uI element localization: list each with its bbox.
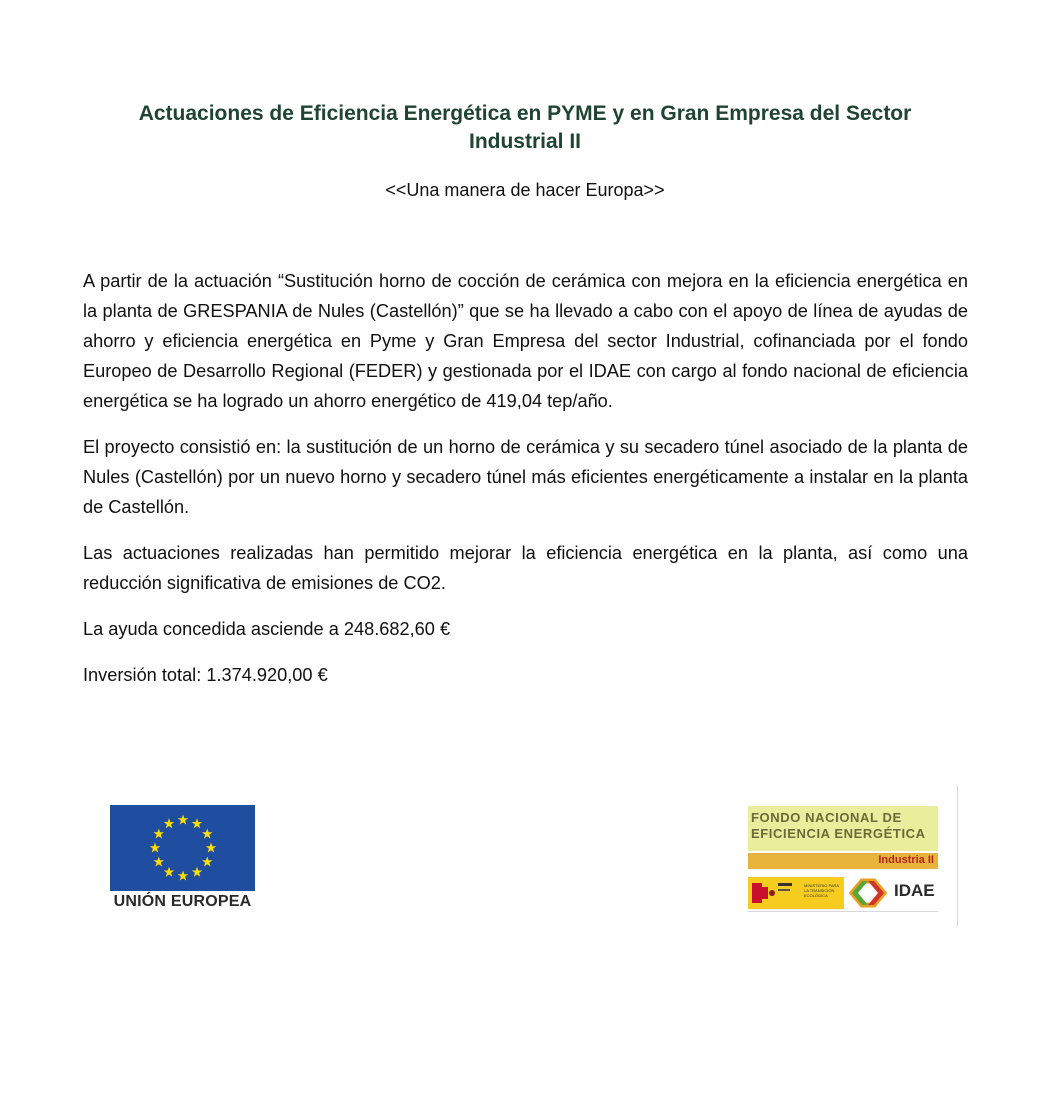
fne-logo [748, 806, 938, 912]
fne-title-line-2: EFICIENCIA ENERGÉTICA [751, 826, 926, 841]
divider-line [957, 786, 958, 926]
fne-title [748, 806, 938, 851]
spain-government-logo [748, 877, 844, 909]
paragraph-inversion: Inversión total: 1.374.920,00 € [83, 665, 328, 685]
fne-bottom-row [748, 877, 938, 912]
eu-logo [110, 805, 256, 911]
document-subtitle: <<Una manera de hacer Europa>> [385, 180, 665, 200]
paragraph-proyecto: El proyecto consistió en: la sustitución de un horno de cerámica y su secadero túnel asociado de la planta de Nules (Castellón) por un nuevo horno y secadero túnel más eficientes energéticamente a instalar en la planta de Castellón. [83, 437, 968, 517]
document-title [90, 100, 960, 156]
paragraph-resultados: Las actuaciones realizadas han permitido mejorar la eficiencia energética en la planta, así como una reducción significativa de emisiones de CO2. [83, 543, 968, 593]
idae-logo-icon [848, 877, 888, 909]
gov-text: MINISTERIO PARA LA TRANSICIÓN ECOLÓGICA [804, 883, 839, 898]
idae-label: IDAE [894, 881, 935, 900]
fne-band-label: Industria II [878, 854, 934, 866]
document-body [83, 266, 968, 706]
eu-flag-icon [110, 805, 255, 891]
paragraph-actuacion: A partir de la actuación “Sustitución horno de cocción de cerámica con mejora en la eficiencia energética en la planta de GRESPANIA de Nules (Castellón)” que se ha llevado a cabo con el apoyo de línea de ayudas de ahorro y eficiencia energética en Pyme y Gran Empresa del sector Industrial, cofinanciada por el fondo Europeo de Desarrollo Regional (FEDER) y gestionada por el IDAE con cargo al fondo nacional de eficiencia energética se ha logrado un ahorro energético de 419,04 tep/año. [83, 271, 968, 411]
eu-label: UNIÓN EUROPEA [113, 893, 252, 910]
title-line-2: Industrial II [468, 130, 581, 153]
fne-band [748, 853, 938, 869]
title-line-1: Actuaciones de Eficiencia Energética en PYME y en Gran Empresa del Sector [138, 102, 912, 125]
spain-coat-of-arms-icon [748, 877, 798, 909]
fne-title-line-1: FONDO NACIONAL DE [751, 810, 902, 825]
paragraph-ayuda: La ayuda concedida asciende a 248.682,60 € [83, 619, 451, 639]
